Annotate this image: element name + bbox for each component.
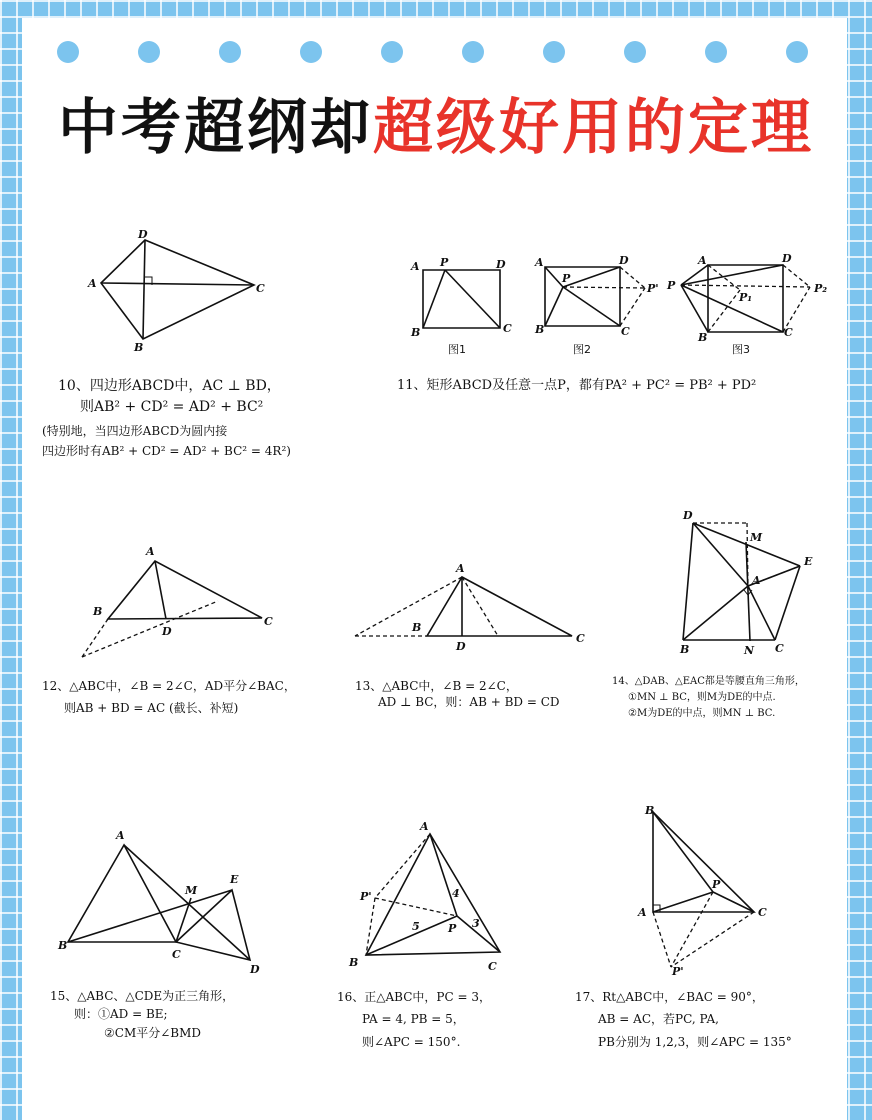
figure-10 xyxy=(87,228,265,354)
label-a: A xyxy=(88,277,97,290)
theorem-10-line1: 10、四边形ABCD中，AC ⊥ BD， xyxy=(58,378,281,394)
label-p2: P₂ xyxy=(814,282,828,295)
theorem-10-line2: 则AB² + CD² = AD² + BC² xyxy=(80,399,264,415)
label-a: A xyxy=(752,574,761,587)
figure-14 xyxy=(679,509,813,657)
theorem-13-line1: 13、△ABC中，∠B = 2∠C， xyxy=(355,679,518,693)
label-p: P xyxy=(448,922,457,935)
figure-12 xyxy=(82,545,273,657)
label-n: N xyxy=(744,644,755,657)
label-a: A xyxy=(116,829,125,842)
caption-fig1: 图1 xyxy=(448,343,466,356)
figure-11-1 xyxy=(410,256,512,356)
label-e: E xyxy=(230,873,239,886)
theorem-10-line3: (特别地，当四边形ABCD为圆内接 xyxy=(42,424,228,438)
label-p-prime: P' xyxy=(672,965,684,978)
label-d: D xyxy=(250,963,260,976)
label-4: 4 xyxy=(452,887,460,900)
label-5: 5 xyxy=(412,920,420,933)
theorem-15-line3: ②CM平分∠BMD xyxy=(104,1026,202,1040)
label-m: M xyxy=(750,531,763,544)
label-b: B xyxy=(698,331,708,344)
label-p1: P₁ xyxy=(739,291,753,304)
label-c: C xyxy=(775,642,784,655)
label-c: C xyxy=(256,282,265,295)
label-c: C xyxy=(488,960,497,973)
label-p: P xyxy=(440,256,449,269)
theorem-15-line1: 15、△ABC、△CDE为正三角形， xyxy=(50,989,235,1003)
label-p: P xyxy=(712,878,721,891)
label-p: P xyxy=(562,272,571,285)
theorem-17-line3: PB分别为 1,2,3，则∠APC = 135° xyxy=(598,1035,792,1049)
theorem-12-line1: 12、△ABC中，∠B = 2∠C，AD平分∠BAC， xyxy=(42,679,296,693)
label-a: A xyxy=(535,256,544,269)
figure-11-2 xyxy=(534,254,659,356)
figure-16 xyxy=(348,820,500,973)
label-d: D xyxy=(683,509,693,522)
label-3: 3 xyxy=(472,917,480,930)
theorem-14-line2: ①MN ⊥ BC，则M为DE的中点. xyxy=(628,692,776,703)
theorem-17-line2: AB = AC，若PC, PA, xyxy=(598,1012,719,1026)
label-p: P xyxy=(667,279,676,292)
label-p-prime: P' xyxy=(360,890,372,903)
label-b: B xyxy=(680,643,690,656)
label-d: D xyxy=(619,254,629,267)
theorem-15-line2: 则：①AD = BE; xyxy=(74,1007,168,1021)
label-d: D xyxy=(496,258,506,271)
label-d: D xyxy=(162,625,172,638)
label-a: A xyxy=(146,545,155,558)
label-c: C xyxy=(503,322,512,335)
theorem-13-line2: AD ⊥ BC，则：AB + BD = CD xyxy=(378,695,560,709)
label-c: C xyxy=(784,326,793,339)
label-d: D xyxy=(138,228,148,241)
label-c: C xyxy=(758,906,767,919)
label-a: A xyxy=(420,820,429,833)
figure-15 xyxy=(57,829,260,976)
label-p-prime: P' xyxy=(647,282,659,295)
label-b: B xyxy=(134,341,144,354)
figure-17 xyxy=(637,804,767,978)
label-b: B xyxy=(58,939,68,952)
figure-13 xyxy=(355,562,585,653)
caption-fig2: 图2 xyxy=(573,343,591,356)
label-d: D xyxy=(456,640,466,653)
label-a: A xyxy=(638,906,647,919)
theorem-10-line4: 四边形时有AB² + CD² = AD² + BC² = 4R²) xyxy=(42,444,291,458)
label-c: C xyxy=(621,325,630,338)
label-e: E xyxy=(804,555,813,568)
theorem-16-line3: 则∠APC = 150°. xyxy=(362,1035,461,1049)
theorem-14-line3: ②M为DE的中点，则MN ⊥ BC. xyxy=(628,708,776,719)
caption-fig3: 图3 xyxy=(732,343,750,356)
label-c: C xyxy=(264,615,273,628)
label-c: C xyxy=(172,948,181,961)
theorem-11-line1: 11、矩形ABCD及任意一点P，都有PA² + PC² = PB² + PD² xyxy=(397,378,757,393)
label-b: B xyxy=(535,323,545,336)
figure-11-3 xyxy=(666,252,827,356)
label-b: B xyxy=(411,326,421,339)
label-a: A xyxy=(698,254,707,267)
label-b: B xyxy=(645,804,655,817)
label-a: A xyxy=(456,562,465,575)
label-a: A xyxy=(411,260,420,273)
theorem-16-line1: 16、正△ABC中，PC = 3， xyxy=(337,990,491,1004)
title-part-red: 超级好用的定理 xyxy=(373,93,814,163)
label-m: M xyxy=(185,884,198,897)
theorem-17-line1: 17、Rt△ABC中，∠BAC = 90°， xyxy=(575,990,764,1004)
label-c: C xyxy=(576,632,585,645)
label-b: B xyxy=(412,621,422,634)
theorem-14-line1: 14、△DAB、△EAC都是等腰直角三角形， xyxy=(612,676,805,687)
label-b: B xyxy=(349,956,359,969)
title-part-black: 中考超纲却 xyxy=(58,93,373,163)
label-d: D xyxy=(782,252,792,265)
label-b: B xyxy=(93,605,103,618)
theorem-12-line2: 则AB + BD = AC (截长、补短) xyxy=(64,701,239,715)
theorem-16-line2: PA = 4, PB = 5， xyxy=(362,1012,465,1026)
